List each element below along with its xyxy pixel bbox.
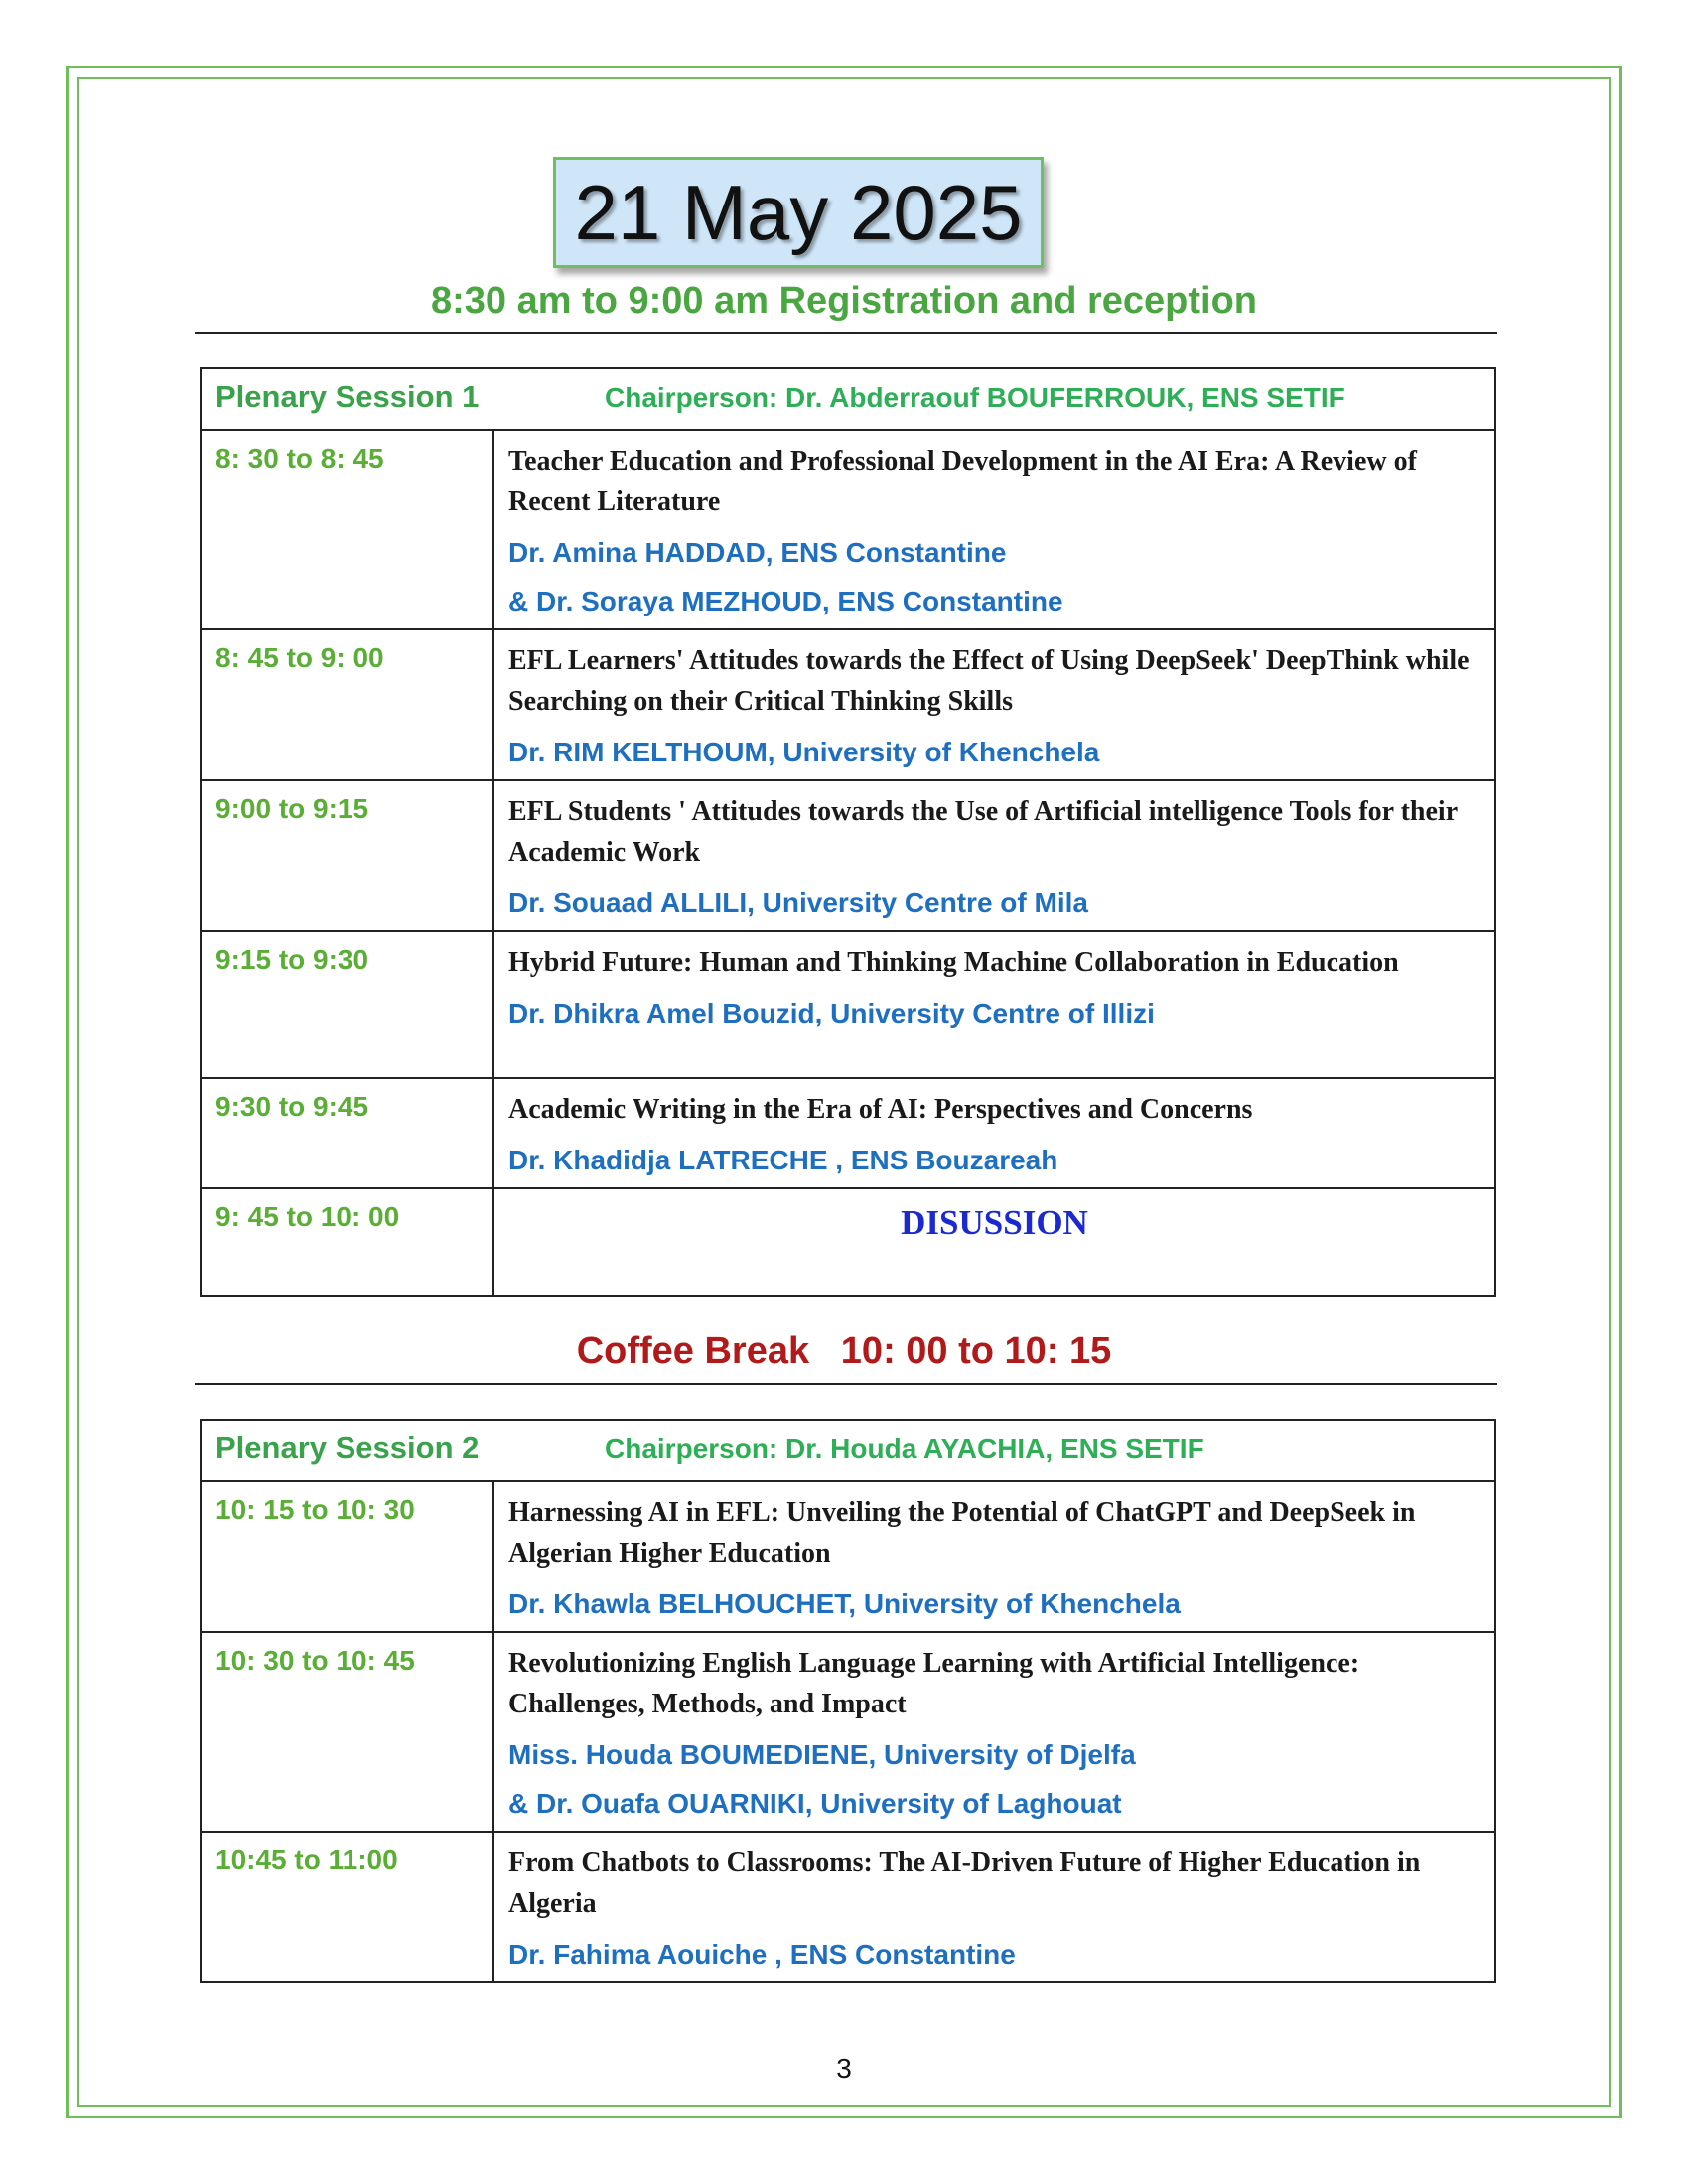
session-title: Plenary Session 1 [215, 379, 480, 414]
time-slot: 9:15 to 9:30 [201, 931, 493, 1078]
talk-author: Dr. Souaad ALLILI, University Centre of Mila [508, 887, 1088, 918]
table-row [201, 931, 1495, 1078]
table-row [201, 1188, 1495, 1296]
time-slot: 8: 30 to 8: 45 [201, 430, 493, 629]
table-row [201, 1832, 1495, 1982]
chairperson: Chairperson: Dr. Abderraouf BOUFERROUK, ENS SETIF [605, 382, 1345, 413]
time-slot: 10:45 to 11:00 [201, 1832, 493, 1982]
talk-title: Hybrid Future: Human and Thinking Machine Collaboration in Education [508, 947, 1399, 978]
table-row [201, 629, 1495, 780]
talk-title: EFL Learners' Attitudes towards the Effect of Using DeepSeek' DeepThink while Searching on their Critical Thinking Skills [508, 645, 1470, 717]
talk-title: EFL Students ' Attitudes towards the Use of Artificial intelligence Tools for their Academic Work [508, 796, 1458, 868]
talk-author: Dr. Fahima Aouiche , ENS Constantine [508, 1939, 1016, 1970]
time-slot: 8: 45 to 9: 00 [201, 629, 493, 780]
date-heading: 21 May 2025 [553, 157, 1044, 268]
page-number: 3 [836, 2053, 852, 2084]
coffee-break-heading: Coffee Break 10: 00 to 10: 15 [576, 1330, 1112, 1372]
table-row [201, 1078, 1495, 1188]
talk-author: Dr. Khadidja LATRECHE , ENS Bouzareah [508, 1145, 1058, 1175]
time-slot: 10: 30 to 10: 45 [201, 1632, 493, 1832]
chairperson: Chairperson: Dr. Houda AYACHIA, ENS SETIF [605, 1433, 1204, 1464]
plenary-session-1-table [200, 367, 1496, 1297]
time-slot: 9: 45 to 10: 00 [201, 1188, 493, 1296]
registration-heading: 8:30 am to 9:00 am Registration and reception [430, 280, 1257, 322]
talk-author: Dr. Khawla BELHOUCHET, University of Khenchela [508, 1588, 1181, 1619]
time-slot: 9:00 to 9:15 [201, 780, 493, 931]
talk-author: Dr. Amina HADDAD, ENS Constantine [508, 537, 1007, 568]
session-header-row [201, 368, 1495, 430]
plenary-session-2-table [200, 1419, 1496, 1983]
table-row [201, 1632, 1495, 1832]
talk-author: & Dr. Ouafa OUARNIKI, University of Laghouat [508, 1788, 1122, 1819]
registration-divider [195, 332, 1497, 334]
talk-title: From Chatbots to Classrooms: The AI-Driven Future of Higher Education in Algeria [508, 1847, 1421, 1919]
table-row [201, 1481, 1495, 1632]
talk-author: Dr. RIM KELTHOUM, University of Khenchela [508, 737, 1100, 767]
talk-title: Academic Writing in the Era of AI: Perspectives and Concerns [508, 1094, 1253, 1125]
talk-author: Miss. Houda BOUMEDIENE, University of Djelfa [508, 1739, 1136, 1770]
talk-title: Revolutionizing English Language Learning with Artificial Intelligence: Challenges, Methods, and Impact [508, 1648, 1360, 1719]
talk-author: & Dr. Soraya MEZHOUD, ENS Constantine [508, 586, 1063, 616]
table-row [201, 430, 1495, 629]
talk-author: Dr. Dhikra Amel Bouzid, University Centre of Illizi [508, 998, 1155, 1028]
time-slot: 9:30 to 9:45 [201, 1078, 493, 1188]
coffee-break-divider [195, 1383, 1497, 1385]
session-title: Plenary Session 2 [215, 1431, 480, 1465]
time-slot: 10: 15 to 10: 30 [201, 1481, 493, 1632]
talk-title: Teacher Education and Professional Development in the AI Era: A Review of Recent Literature [508, 446, 1417, 517]
table-row [201, 780, 1495, 931]
talk-title: Harnessing AI in EFL: Unveiling the Potential of ChatGPT and DeepSeek in Algerian Higher Education [508, 1497, 1416, 1569]
discussion-label: DISUSSION [901, 1203, 1088, 1242]
session-header-row [201, 1420, 1495, 1481]
